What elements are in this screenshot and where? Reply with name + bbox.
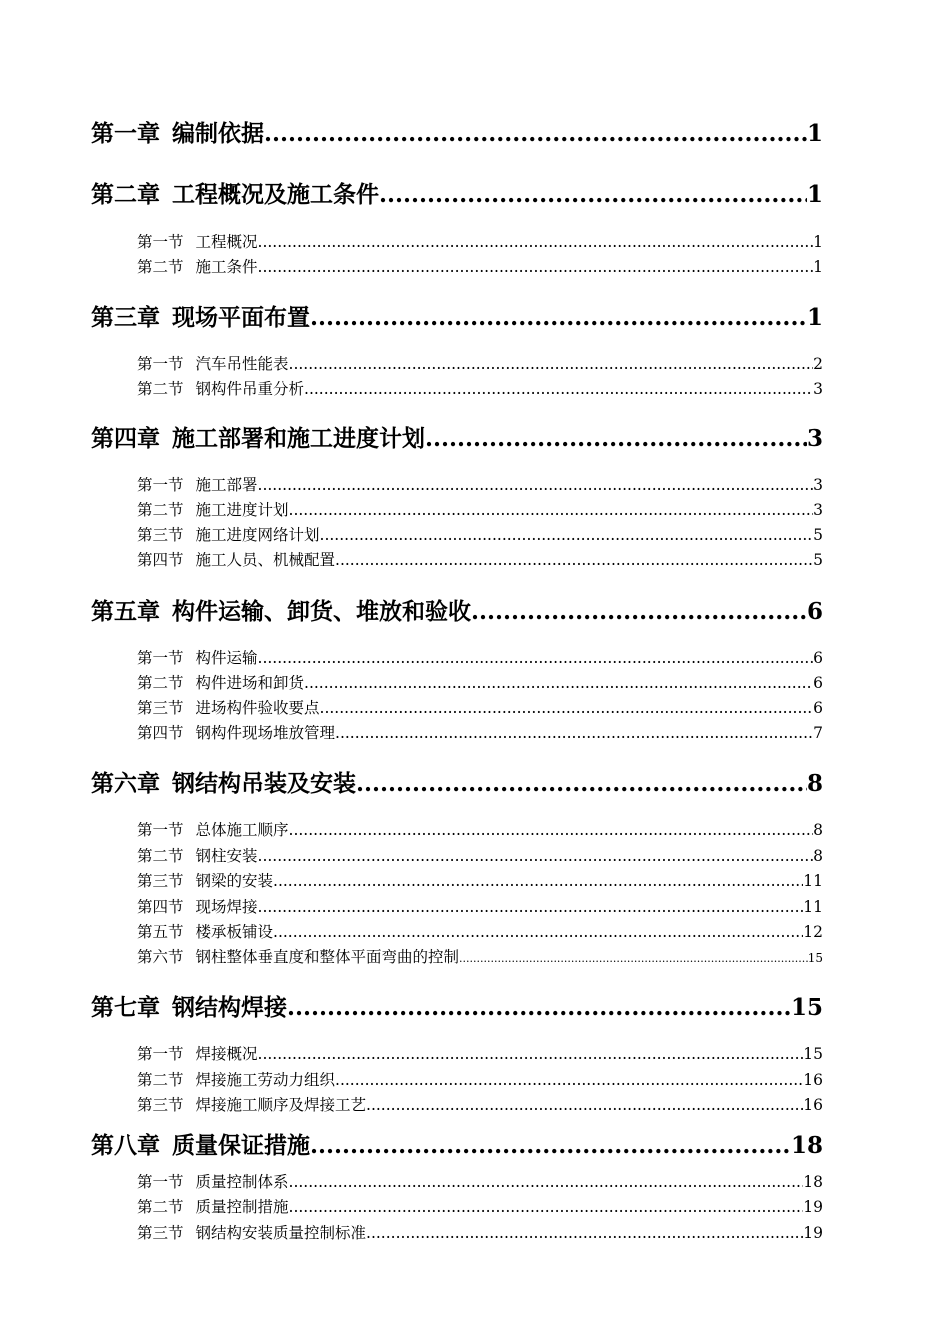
toc-leader: [425, 425, 807, 452]
toc-page-number: 18: [803, 1173, 823, 1191]
toc-number: 第一节: [137, 233, 184, 251]
toc-section[interactable]: [137, 523, 823, 545]
toc-section[interactable]: [137, 646, 823, 668]
toc-leader: [320, 526, 814, 544]
toc-title: 现场平面布置: [172, 304, 310, 331]
toc-title: 钢结构安装质量控制标准: [195, 1224, 367, 1242]
toc-number: 第二节: [137, 674, 184, 692]
toc-title: 钢柱整体垂直度和整体平面弯曲的控制: [195, 948, 460, 966]
toc-leader: [273, 923, 803, 941]
toc-chapter[interactable]: [91, 593, 823, 625]
toc-page-number: 6: [806, 598, 823, 625]
toc-leader: [258, 258, 814, 276]
toc-leader: [258, 649, 814, 667]
toc-page-number: 11: [803, 898, 823, 916]
toc-number: 第一节: [137, 821, 184, 839]
toc-title: 构件进场和卸货: [195, 674, 305, 692]
toc-title: 施工人员、机械配置: [195, 551, 336, 569]
toc-page-number: 3: [813, 476, 823, 494]
toc-chapter[interactable]: [91, 176, 823, 208]
toc-title: 进场构件验收要点: [195, 699, 320, 717]
toc-leader: [273, 872, 803, 890]
toc-page-number: 2: [813, 355, 823, 373]
toc-number: 第二节: [137, 501, 184, 519]
toc-leader: [379, 181, 807, 208]
toc-section[interactable]: [137, 721, 823, 743]
toc-number: 第一节: [137, 476, 184, 494]
toc-title: 汽车吊性能表: [195, 355, 289, 373]
toc-number: 第一节: [137, 355, 184, 373]
toc-page-number: 1: [806, 181, 823, 208]
toc-section[interactable]: [137, 895, 823, 917]
toc-page-number: 1: [813, 258, 823, 276]
toc-title: 编制依据: [172, 120, 264, 147]
toc-leader: [471, 598, 807, 625]
toc-page-number: 15: [803, 1045, 823, 1063]
toc-section[interactable]: [137, 869, 823, 891]
toc-page-number: 8: [813, 821, 823, 839]
toc-title: 焊接施工劳动力组织: [195, 1071, 336, 1089]
toc-leader: [335, 551, 813, 569]
toc-page-number: 8: [813, 847, 823, 865]
toc-page-number: 3: [813, 501, 823, 519]
toc-section[interactable]: [137, 377, 823, 399]
toc-leader: [320, 699, 814, 717]
toc-title: 施工进度计划: [195, 501, 289, 519]
toc-title: 总体施工顺序: [195, 821, 289, 839]
toc-number: 第一节: [137, 1173, 184, 1191]
toc-page-number: 16: [803, 1096, 823, 1114]
toc-page-number: 8: [806, 770, 823, 797]
toc-number: 第八章: [91, 1132, 160, 1159]
toc-page-number: 12: [803, 923, 823, 941]
toc-title: 钢柱安装: [195, 847, 258, 865]
toc-title: 钢梁的安装: [195, 872, 274, 890]
toc-section[interactable]: [137, 671, 823, 693]
toc-page-number: 3: [806, 425, 823, 452]
toc-number: 第二节: [137, 1198, 184, 1216]
toc-leader: [258, 1045, 804, 1063]
toc-number: 第五节: [137, 923, 184, 941]
toc-number: 第二章: [91, 181, 160, 208]
toc-section[interactable]: [137, 818, 823, 840]
toc-leader: [310, 1132, 791, 1159]
toc-leader: [258, 847, 814, 865]
toc-page-number: 6: [813, 699, 823, 717]
toc-leader: [289, 1198, 804, 1216]
toc-title: 质量控制措施: [195, 1198, 289, 1216]
toc-number: 第三节: [137, 526, 184, 544]
toc-title: 质量保证措施: [172, 1132, 310, 1159]
toc-section[interactable]: [137, 1170, 823, 1192]
toc-number: 第一节: [137, 649, 184, 667]
toc-leader: [289, 355, 814, 373]
toc-number: 第四节: [137, 551, 184, 569]
toc-leader: [366, 1224, 803, 1242]
toc-page-number: 16: [803, 1071, 823, 1089]
toc-section[interactable]: [137, 548, 823, 570]
toc-page-number: 11: [803, 872, 823, 890]
toc-title: 钢构件现场堆放管理: [195, 724, 336, 742]
toc-page-number: 6: [813, 674, 823, 692]
toc-page-number: 5: [813, 551, 823, 569]
toc-title: 楼承板铺设: [195, 923, 274, 941]
toc-section[interactable]: [137, 1042, 823, 1064]
toc-leader: [335, 1071, 803, 1089]
toc-title: 工程概况及施工条件: [172, 181, 379, 208]
toc-leader: [289, 821, 814, 839]
toc-chapter[interactable]: [91, 989, 823, 1021]
toc-number: 第四节: [137, 898, 184, 916]
toc-number: 第六章: [91, 770, 160, 797]
toc-chapter[interactable]: [91, 1127, 823, 1159]
toc-number: 第二节: [137, 258, 184, 276]
toc-page-number: 19: [803, 1198, 823, 1216]
toc-title: 施工部署和施工进度计划: [172, 425, 425, 452]
toc-number: 第二节: [137, 847, 184, 865]
toc-title: 施工进度网络计划: [195, 526, 320, 544]
toc-title: 钢结构吊装及安装: [172, 770, 356, 797]
toc-page-number: 3: [813, 380, 823, 398]
toc-page-number: 18: [790, 1132, 823, 1159]
toc-title: 工程概况: [195, 233, 258, 251]
toc-leader: [264, 120, 807, 147]
toc-leader: [356, 770, 807, 797]
toc-page-number: 5: [813, 526, 823, 544]
toc-page-number: 1: [806, 304, 823, 331]
toc-number: 第三节: [137, 699, 184, 717]
toc-number: 第三章: [91, 304, 160, 331]
toc-section[interactable]: [137, 1068, 823, 1090]
toc-number: 第一节: [137, 1045, 184, 1063]
toc-leader: [310, 304, 807, 331]
toc-page-number: 7: [813, 724, 823, 742]
toc-section[interactable]: [137, 255, 823, 277]
toc-leader: [287, 994, 791, 1021]
toc-number: 第四节: [137, 724, 184, 742]
toc-leader: [366, 1096, 803, 1114]
toc-page-number: 1: [813, 233, 823, 251]
toc-title: 焊接概况: [195, 1045, 258, 1063]
toc-title: 构件运输: [195, 649, 258, 667]
toc-number: 第三节: [137, 872, 184, 890]
toc-leader: [289, 1173, 804, 1191]
toc-page-number: 19: [803, 1224, 823, 1242]
toc-page-number: 15: [807, 951, 823, 965]
toc-title: 施工条件: [195, 258, 258, 276]
toc-page-number: 15: [790, 994, 823, 1021]
toc-number: 第六节: [137, 948, 184, 966]
toc-section[interactable]: [137, 1221, 823, 1243]
toc-title: 质量控制体系: [195, 1173, 289, 1191]
toc-title: 焊接施工顺序及焊接工艺: [195, 1096, 367, 1114]
toc-section[interactable]: [137, 945, 823, 967]
toc-number: 第五章: [91, 598, 160, 625]
toc-leader: [304, 674, 813, 692]
toc-title: 钢构件吊重分析: [195, 380, 305, 398]
toc-page-number: 6: [813, 649, 823, 667]
toc-leader: [459, 952, 808, 965]
toc-page-number: 1: [806, 120, 823, 147]
toc-section[interactable]: [137, 920, 823, 942]
toc-section[interactable]: [137, 1093, 823, 1115]
toc-section[interactable]: [137, 473, 823, 495]
toc-section[interactable]: [137, 498, 823, 520]
toc-number: 第一章: [91, 120, 160, 147]
toc-chapter[interactable]: [91, 765, 823, 797]
toc-section[interactable]: [137, 1195, 823, 1217]
toc-section[interactable]: [137, 352, 823, 374]
toc-leader: [258, 476, 814, 494]
toc-section[interactable]: [137, 696, 823, 718]
toc-leader: [289, 501, 814, 519]
toc-number: 第四章: [91, 425, 160, 452]
toc-chapter[interactable]: [91, 115, 823, 147]
toc-title: 钢结构焊接: [172, 994, 287, 1021]
toc-leader: [335, 724, 813, 742]
toc-leader: [304, 380, 813, 398]
toc-title: 现场焊接: [195, 898, 258, 916]
toc-section[interactable]: [137, 844, 823, 866]
toc-number: 第三节: [137, 1224, 184, 1242]
toc-chapter[interactable]: [91, 299, 823, 331]
toc-number: 第七章: [91, 994, 160, 1021]
toc-title: 施工部署: [195, 476, 258, 494]
toc-number: 第二节: [137, 380, 184, 398]
toc-leader: [258, 898, 804, 916]
toc-chapter[interactable]: [91, 420, 823, 452]
toc-leader: [258, 233, 814, 251]
toc-section[interactable]: [137, 230, 823, 252]
toc-number: 第二节: [137, 1071, 184, 1089]
toc-number: 第三节: [137, 1096, 184, 1114]
toc-title: 构件运输、卸货、堆放和验收: [172, 598, 471, 625]
